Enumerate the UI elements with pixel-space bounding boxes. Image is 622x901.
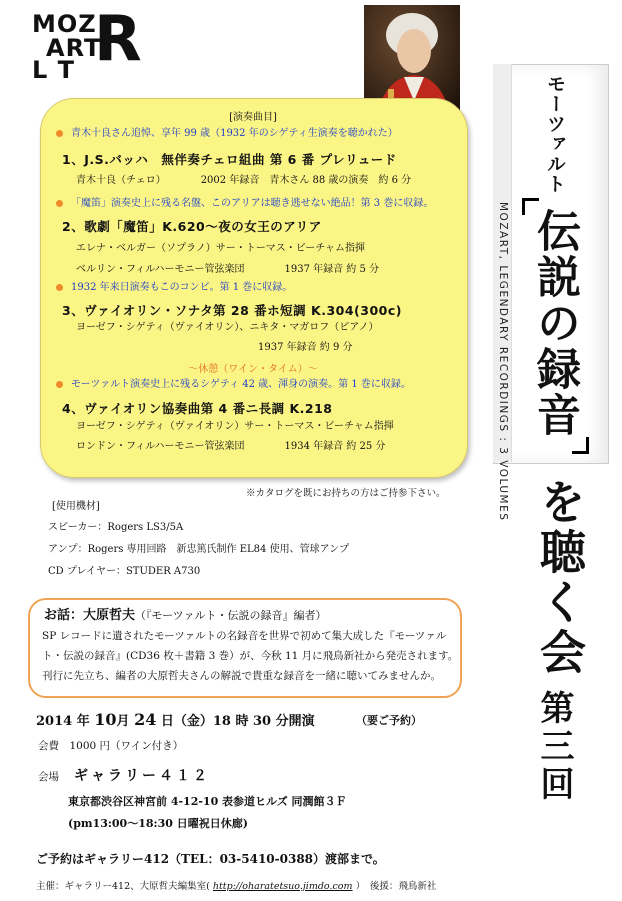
reservation-contact: ご予約はギャラリー412（TEL：03-5410-0388）渡部まで。: [36, 852, 385, 866]
venue-name: ギャラリー４１２: [74, 768, 210, 784]
equipment-heading: [使用機材]: [52, 501, 100, 512]
program-piece: 1、J.S.バッハ 無伴奏チェロ組曲 第 6 番 プレリュード: [62, 152, 397, 167]
program-note: 「魔笛」演奏史上に残る名盤、このアリアは聴き逃せない絶品！第 3 巻に収録。: [56, 198, 433, 210]
equipment-item: CD プレイヤー：STUDER A730: [48, 566, 201, 577]
book-kana-title: モーツァルト: [544, 74, 566, 194]
equipment-item: スピーカー：Rogers LS3/5A: [48, 522, 184, 533]
program-detail: ロンドン・フィルハーモニー管弦楽団 1934 年録音 約 25 分: [76, 441, 386, 452]
program-detail: ヨーゼフ・シゲティ（ヴァイオリン）サー・トーマス・ビーチャム指揮: [76, 421, 394, 432]
program-detail: ヨーゼフ・シゲティ（ヴァイオリン）、ニキタ・マガロフ（ピアノ）: [76, 322, 379, 333]
program-piece: 2、歌劇「魔笛」K.620〜夜の女王のアリア: [62, 219, 322, 234]
reservation-required: （要ご予約）: [356, 714, 422, 727]
program-note: 青木十良さん追悼、享年 99 歳（1932 年のシゲティ生演奏を聴かれた）: [56, 128, 398, 140]
intermission-label: 〜休憩（ワイン・タイム）〜: [188, 364, 318, 375]
logo-moz: MOZ: [32, 10, 97, 38]
program-note: モーツァルト演奏史上に残るシゲティ 42 歳、渾身の演奏。第 1 巻に収録。: [56, 379, 411, 391]
program-detail: ベルリン・フィルハーモニー管弦楽団 1937 年録音 約 5 分: [76, 264, 380, 275]
logo-r: R: [94, 2, 142, 75]
program-detail: 1937 年録音 約 9 分: [258, 342, 353, 353]
book-main-title: 伝説の録音: [529, 208, 580, 438]
mozart-logo: [32, 2, 150, 84]
talk-line: ト・伝説の録音』(CD36 枚＋書籍 3 巻）が、今秋 11 月に飛鳥新社から発売されます。: [42, 650, 459, 662]
bullet-icon: [56, 284, 63, 291]
program-piece: 4、ヴァイオリン協奏曲第 4 番ニ長調 K.218: [62, 401, 333, 416]
book-english-title: MOZART, LEGENDARY RECORDINGS : 3 VOLUMES: [497, 202, 509, 522]
venue-address: 東京都渋谷区神宮前 4-12-10 表参道ヒルズ 同潤館３Ｆ: [68, 795, 347, 808]
bullet-icon: [56, 381, 63, 388]
equipment-item: アンプ：Rogers 専用回路 新忠篤氏制作 EL84 使用、管球アンプ: [48, 544, 350, 555]
event-title-listen: を聴く会: [533, 478, 587, 678]
program-note: 1932 年来日演奏もこのコンビ。第 1 巻に収録。: [56, 282, 292, 294]
talk-title: お話：大原哲夫（『モーツァルト・伝説の録音』編者）: [44, 608, 327, 623]
event-fee: 会費 1000 円（ワイン付き）: [38, 740, 184, 752]
event-title-number: 第三回: [534, 690, 574, 804]
event-date: 2014 年 10月 24 日（金）18 時 30 分開演: [36, 710, 315, 729]
logo-lt: L T: [32, 56, 76, 84]
program-heading: [演奏曲目]: [229, 112, 277, 123]
program-detail: 青木十良（チェロ） 2002 年録音 青木さん 88 歳の演奏 約 6 分: [76, 175, 412, 186]
bracket-close: [572, 437, 589, 454]
venue-label: 会場: [38, 771, 59, 783]
footer-credits: 主催：ギャラリー412、大原哲夫編集室( http://oharatetsuo.jimdo.com ） 後援：飛鳥新社: [36, 881, 437, 892]
bullet-icon: [56, 200, 63, 207]
program-piece: 3、ヴァイオリン・ソナタ第 28 番ホ短調 K.304(300c): [62, 303, 402, 318]
talk-line: SP レコードに遺されたモーツァルトの名録音を世界で初めて集大成した『モーツァル: [42, 630, 447, 642]
venue-hours: (pm13:00〜18:30 日曜祝日休廊): [68, 817, 248, 830]
catalog-note: ※カタログを既にお持ちの方はご持参下さい。: [246, 488, 446, 499]
bullet-icon: [56, 130, 63, 137]
website-link[interactable]: http://oharatetsuo.jimdo.com: [212, 881, 353, 892]
program-detail: エレナ・ベルガー（ソプラノ）サー・トーマス・ビーチャム指揮: [76, 243, 365, 254]
logo-art: ART: [46, 34, 102, 62]
talk-line: 刊行に先立ち、編者の大原哲夫さんの解説で貴重な録音を一緒に聴いてみませんか。: [42, 670, 441, 682]
